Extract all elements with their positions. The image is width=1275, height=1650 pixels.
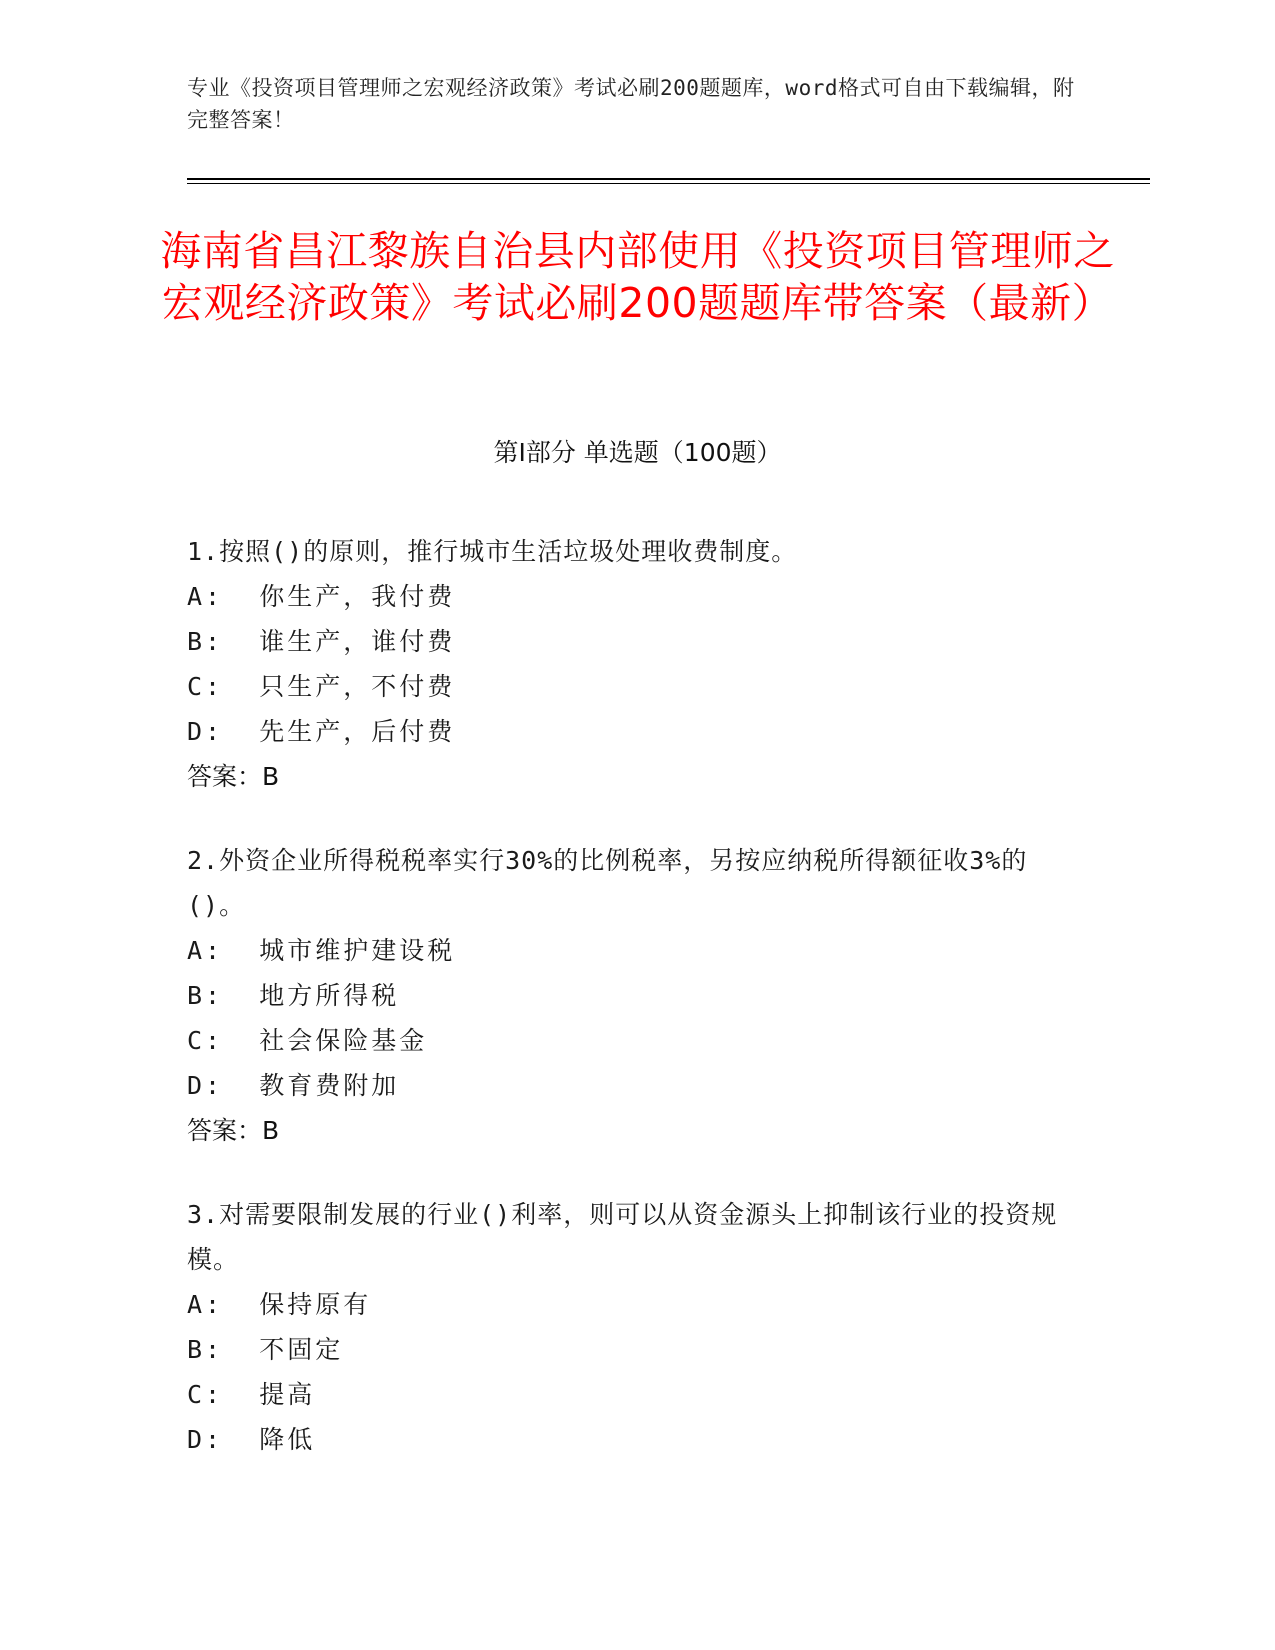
option-d: D: 降低 [187,1425,316,1454]
option-c: C: 只生产，不付费 [187,672,456,701]
option-a: A: 保持原有 [187,1290,372,1319]
document-title: 海南省昌江黎族自治县内部使用《投资项目管理师之宏观经济政策》考试必刷200题题库带答案（最新） [160,227,1115,327]
option-d: D: 教育费附加 [187,1071,400,1100]
option-c: C: 社会保险基金 [187,1026,428,1055]
question-stem: 1.按照()的原则，推行城市生活垃圾处理收费制度。 [187,537,798,566]
option-a: A: 你生产，我付费 [187,582,456,611]
option-b: B: 地方所得税 [187,981,400,1010]
option-b: B: 不固定 [187,1335,344,1364]
option-a: A: 城市维护建设税 [187,936,456,965]
section-heading: 第Ⅰ部分 单选题（100题） [493,438,782,467]
header-note: 专业《投资项目管理师之宏观经济政策》考试必刷200题题库，word格式可自由下载编辑，附完整答案！ [187,76,1075,132]
option-b: B: 谁生产，谁付费 [187,627,456,656]
question-2 [187,838,1067,1153]
question-stem: 3.对需要限制发展的行业()利率，则可以从资金源头上抑制该行业的投资规模。 [187,1200,1058,1274]
question-1 [187,529,1067,799]
header-divider-thin [187,183,1150,184]
answer-line: 答案：B [187,1116,280,1145]
question-list [187,529,1067,1501]
option-c: C: 提高 [187,1380,316,1409]
option-d: D: 先生产，后付费 [187,717,456,746]
answer-line: 答案：B [187,762,280,791]
header-divider-thick [187,178,1150,180]
question-3 [187,1192,1067,1462]
question-stem: 2.外资企业所得税税率实行30%的比例税率，另按应纳税所得额征收3%的()。 [187,846,1028,920]
